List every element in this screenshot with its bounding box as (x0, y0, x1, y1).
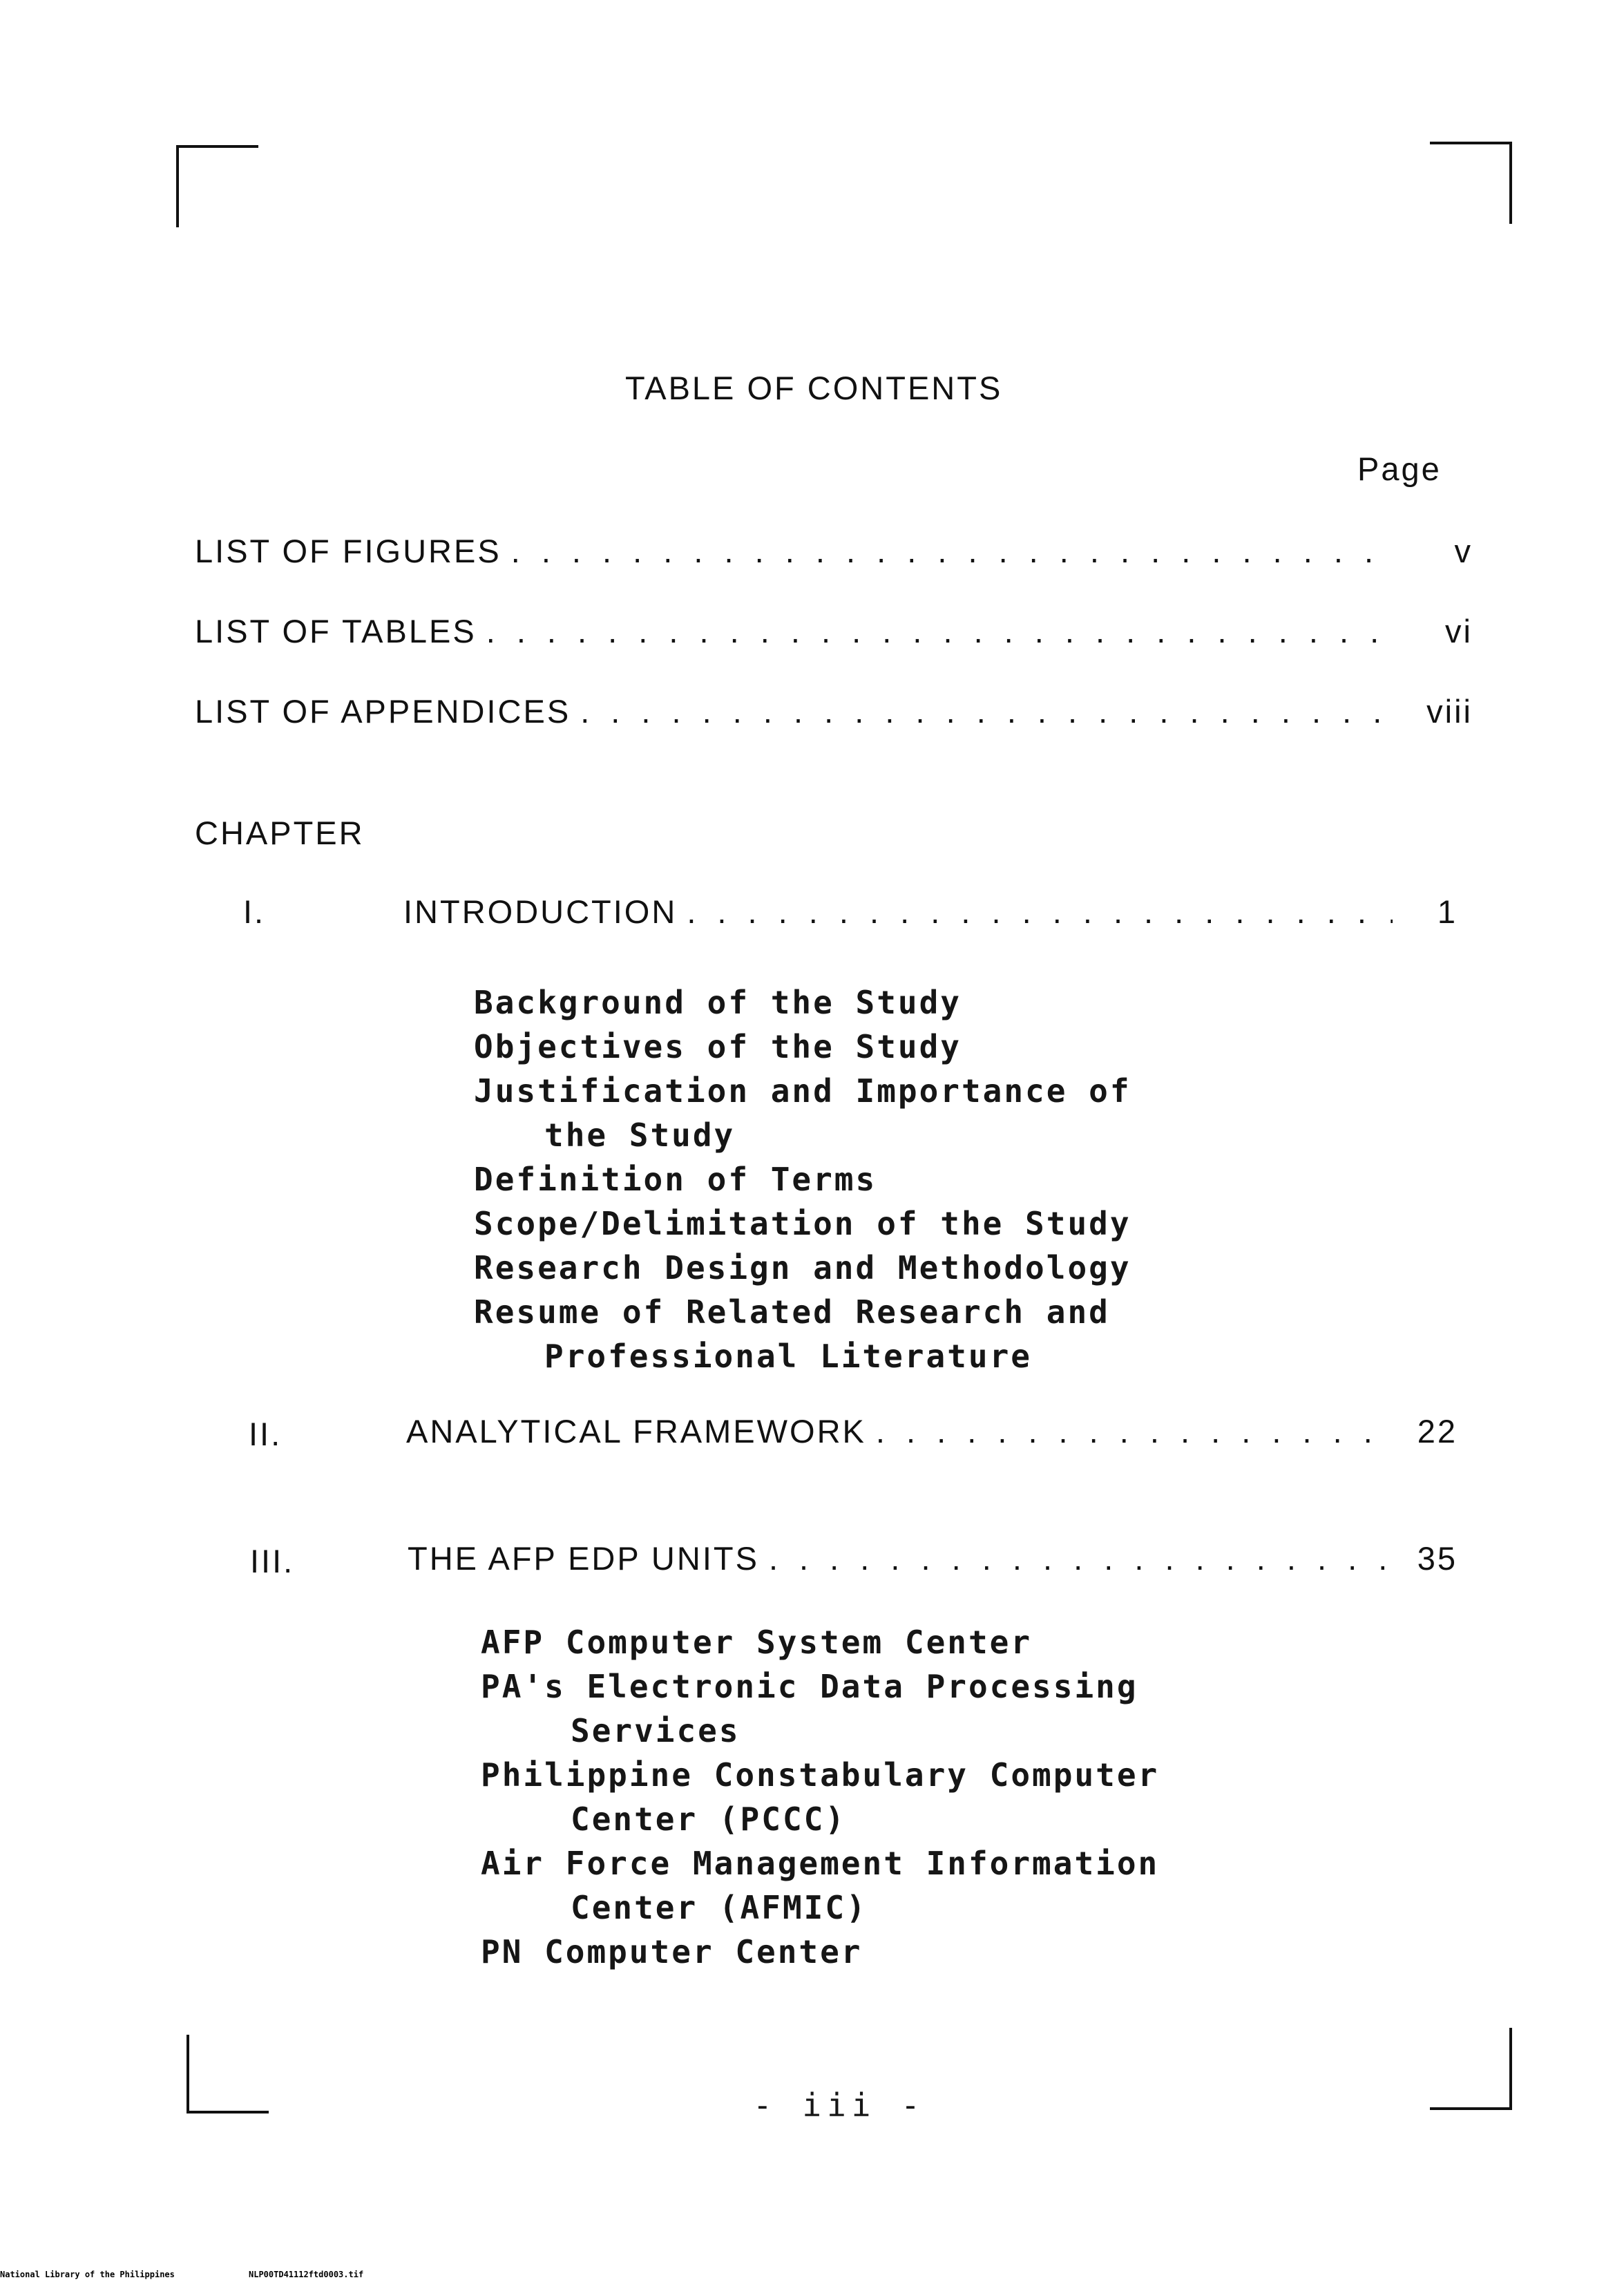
toc-entry-page: 1 (1437, 893, 1458, 930)
corner-mark-top-left (176, 145, 258, 227)
footer-library-name: National Library of the Philippines (0, 2270, 175, 2279)
dot-leader (580, 695, 1380, 728)
toc-entry-list-of-figures[interactable] (195, 535, 1473, 567)
section-entry-continuation: Center (PCCC) (571, 1801, 847, 1838)
chapter-heading: CHAPTER (195, 815, 365, 851)
section-entry: Air Force Management Information (481, 1845, 1160, 1882)
chapter-numeral: I. (243, 893, 266, 930)
toc-entry-page: v (1454, 533, 1473, 569)
footer-file-name: NLP00TD41112ftd0003.tif (249, 2270, 364, 2279)
section-entry: Scope/Delimitation of the Study (474, 1205, 1131, 1242)
section-entry-continuation: the Study (544, 1117, 736, 1154)
toc-entry-label: THE AFP EDP UNITS (408, 1540, 759, 1577)
dot-leader (876, 1415, 1393, 1447)
section-entry: PA's Electronic Data Processing (481, 1668, 1138, 1705)
toc-entry-label: LIST OF TABLES (195, 613, 477, 649)
toc-entry-label: LIST OF APPENDICES (195, 693, 571, 730)
corner-mark-top-right (1430, 142, 1512, 224)
corner-mark-bottom-left (187, 2035, 269, 2113)
section-entry: Research Design and Methodology (474, 1249, 1131, 1286)
section-entry: Objectives of the Study (474, 1028, 962, 1065)
dot-leader (769, 1542, 1393, 1575)
toc-entry-page: 22 (1417, 1413, 1458, 1450)
toc-entry-list-of-appendices[interactable] (195, 695, 1473, 728)
chapter-numeral: II. (249, 1416, 283, 1452)
toc-entry-page: vi (1445, 613, 1473, 649)
toc-entry-chapter-3[interactable] (408, 1542, 1458, 1575)
section-entry-continuation: Center (AFMIC) (571, 1889, 868, 1926)
page-title: TABLE OF CONTENTS (625, 370, 1003, 406)
page-number: - iii - (753, 2087, 926, 2124)
toc-entry-page: 35 (1417, 1540, 1458, 1577)
section-entry: Justification and Importance of (474, 1072, 1131, 1110)
chapter-numeral: III. (250, 1543, 295, 1579)
toc-entry-label: ANALYTICAL FRAMEWORK (406, 1413, 866, 1450)
dot-leader (687, 895, 1393, 928)
dot-leader (486, 615, 1380, 647)
section-entry: AFP Computer System Center (481, 1624, 1033, 1661)
section-entry: PN Computer Center (481, 1933, 863, 1970)
toc-entry-page: viii (1426, 693, 1473, 730)
section-entry: Philippine Constabulary Computer (481, 1756, 1160, 1794)
toc-entry-chapter-2[interactable] (406, 1413, 1458, 1450)
section-entry: Background of the Study (474, 984, 962, 1021)
toc-entry-label: INTRODUCTION (403, 893, 678, 930)
section-entry-continuation: Services (571, 1712, 741, 1749)
section-entry: Definition of Terms (474, 1161, 877, 1198)
toc-entry-label: LIST OF FIGURES (195, 533, 501, 569)
toc-entry-chapter-1[interactable] (403, 895, 1458, 928)
corner-mark-bottom-right (1430, 2028, 1512, 2110)
page-column-header: Page (1357, 450, 1442, 487)
toc-entry-list-of-tables[interactable] (195, 615, 1473, 647)
section-entry-continuation: Professional Literature (544, 1338, 1032, 1375)
dot-leader (511, 535, 1380, 567)
section-entry: Resume of Related Research and (474, 1293, 1110, 1331)
